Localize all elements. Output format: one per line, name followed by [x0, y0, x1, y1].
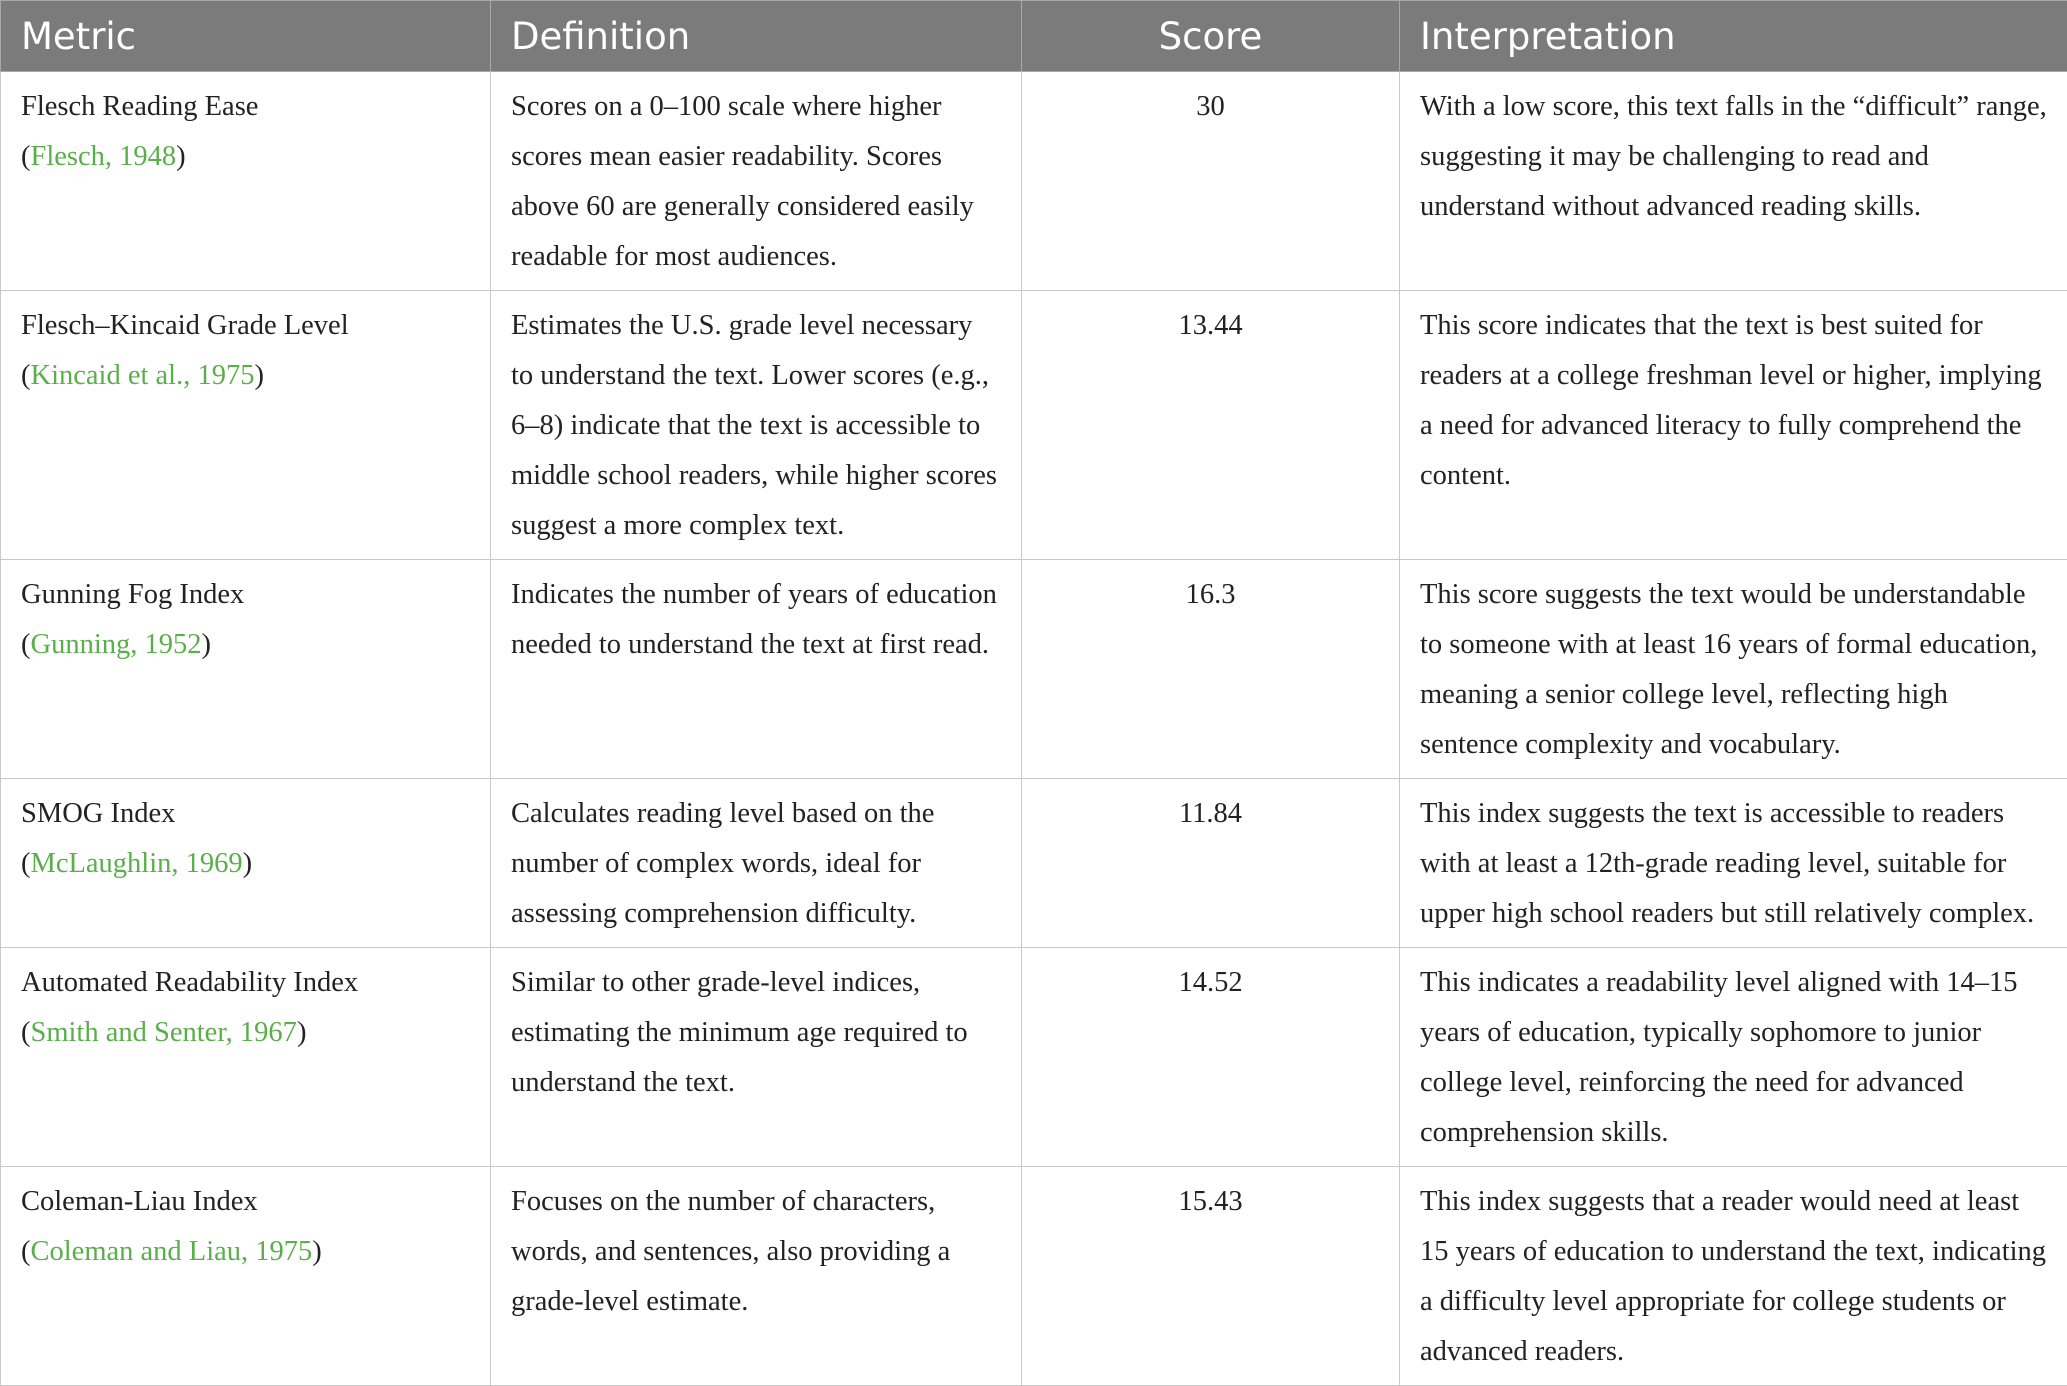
metric-cell: [1, 560, 491, 779]
citation: (McLaughlin, 1969): [21, 839, 470, 889]
header-definition: Definition: [491, 1, 1022, 72]
citation: (Flesch, 1948): [21, 132, 470, 182]
citation-link[interactable]: Flesch, 1948: [31, 141, 177, 172]
metric-cell: [1, 779, 491, 948]
table-row: [1, 948, 2067, 1167]
metric-name: Coleman-Liau Index: [21, 1177, 470, 1227]
interpretation-cell: With a low score, this text falls in the “difficult” range, suggesting it may be challenging to read and understand without advanced reading skills.: [1400, 72, 2067, 291]
citation: (Kincaid et al., 1975): [21, 351, 470, 401]
metric-name: Gunning Fog Index: [21, 570, 470, 620]
metric-name: Flesch–Kincaid Grade Level: [21, 301, 470, 351]
interpretation-cell: This index suggests the text is accessible to readers with at least a 12th-grade reading level, suitable for upper high school readers but still relatively complex.: [1400, 779, 2067, 948]
metric-name: SMOG Index: [21, 789, 470, 839]
definition-cell: Focuses on the number of characters, words, and sentences, also providing a grade-level estimate.: [491, 1167, 1022, 1386]
table-row: [1, 72, 2067, 291]
interpretation-cell: This index suggests that a reader would need at least 15 years of education to understand the text, indicating a difficulty level appropriate for college students or advanced readers.: [1400, 1167, 2067, 1386]
score-cell: 11.84: [1022, 779, 1400, 948]
table-body: [1, 72, 2067, 1386]
header-score: Score: [1022, 1, 1400, 72]
score-cell: 16.3: [1022, 560, 1400, 779]
score-cell: 14.52: [1022, 948, 1400, 1167]
citation-link[interactable]: Gunning, 1952: [31, 629, 202, 660]
table-row: [1, 291, 2067, 560]
citation: (Coleman and Liau, 1975): [21, 1227, 470, 1277]
definition-cell: Estimates the U.S. grade level necessary to understand the text. Lower scores (e.g., 6–8) indicate that the text is accessible to middle school readers, while higher scores suggest a more complex text.: [491, 291, 1022, 560]
citation: (Smith and Senter, 1967): [21, 1008, 470, 1058]
score-cell: 30: [1022, 72, 1400, 291]
table-row: [1, 560, 2067, 779]
metric-cell: [1, 72, 491, 291]
table-row: [1, 1167, 2067, 1386]
metric-name: Flesch Reading Ease: [21, 82, 470, 132]
definition-cell: Indicates the number of years of education needed to understand the text at first read.: [491, 560, 1022, 779]
metric-cell: [1, 948, 491, 1167]
header-interpretation: Interpretation: [1400, 1, 2067, 72]
score-cell: 13.44: [1022, 291, 1400, 560]
citation-link[interactable]: Coleman and Liau, 1975: [31, 1236, 313, 1267]
header-row: [1, 1, 2067, 72]
definition-cell: Similar to other grade-level indices, estimating the minimum age required to understand the text.: [491, 948, 1022, 1167]
citation-link[interactable]: Kincaid et al., 1975: [31, 360, 255, 391]
definition-cell: Calculates reading level based on the number of complex words, ideal for assessing comprehension difficulty.: [491, 779, 1022, 948]
table-header: [1, 1, 2067, 72]
citation-link[interactable]: McLaughlin, 1969: [31, 848, 243, 879]
metric-cell: [1, 291, 491, 560]
interpretation-cell: This score indicates that the text is best suited for readers at a college freshman level or higher, implying a need for advanced literacy to fully comprehend the content.: [1400, 291, 2067, 560]
interpretation-cell: This score suggests the text would be understandable to someone with at least 16 years of formal education, meaning a senior college level, reflecting high sentence complexity and vocabulary.: [1400, 560, 2067, 779]
header-metric: Metric: [1, 1, 491, 72]
definition-cell: Scores on a 0–100 scale where higher scores mean easier readability. Scores above 60 are generally considered easily readable for most audiences.: [491, 72, 1022, 291]
metric-name: Automated Readability Index: [21, 958, 470, 1008]
interpretation-cell: This indicates a readability level aligned with 14–15 years of education, typically sophomore to junior college level, reinforcing the need for advanced comprehension skills.: [1400, 948, 2067, 1167]
citation: (Gunning, 1952): [21, 620, 470, 670]
citation-link[interactable]: Smith and Senter, 1967: [31, 1017, 297, 1048]
table-row: [1, 779, 2067, 948]
metric-cell: [1, 1167, 491, 1386]
score-cell: 15.43: [1022, 1167, 1400, 1386]
